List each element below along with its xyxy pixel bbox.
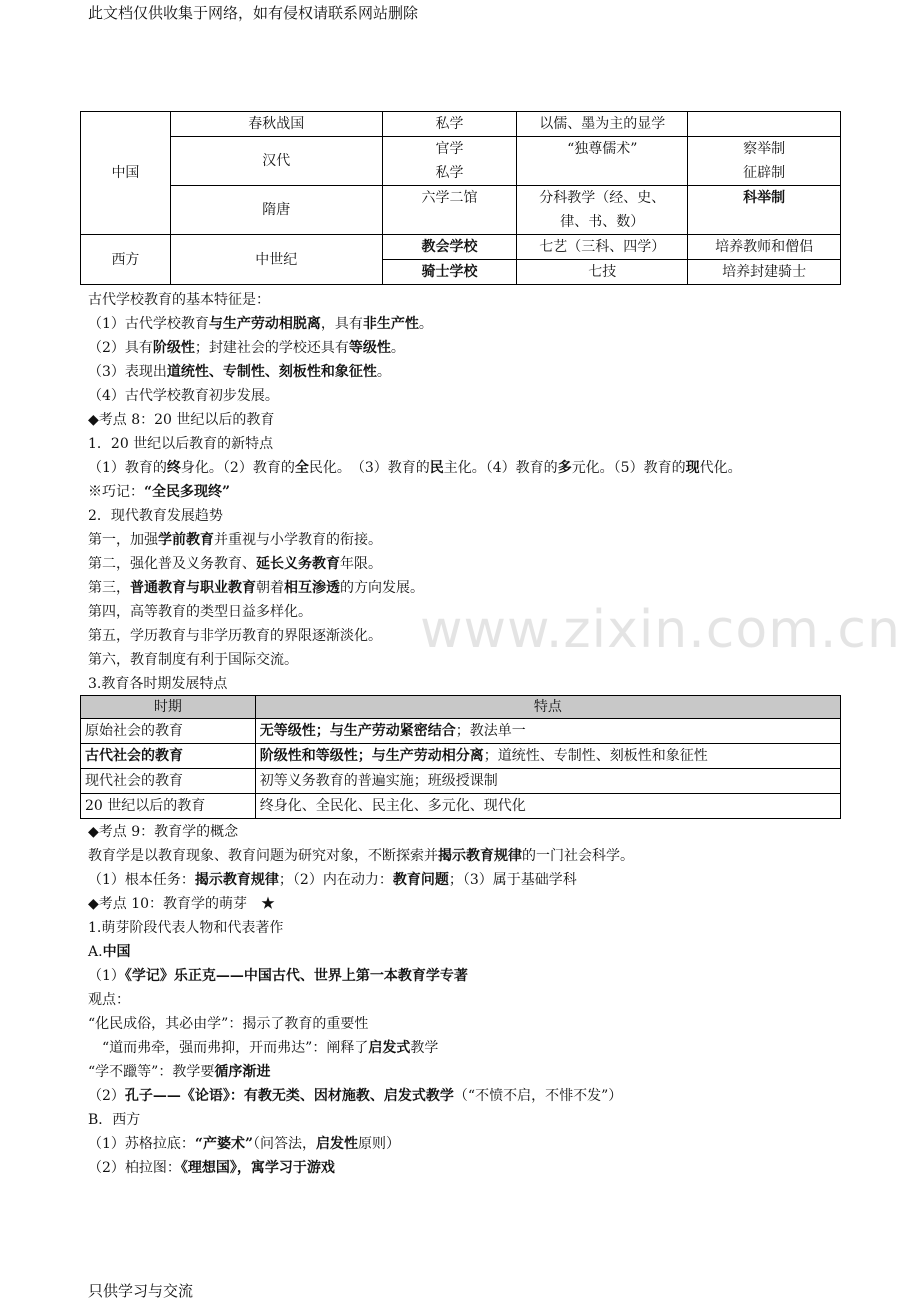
education-history-table: [80, 111, 841, 285]
emphasis: 延长义务教育: [256, 556, 340, 572]
text: 第二，强化普及义务教育、: [88, 556, 256, 572]
text-line: [88, 868, 888, 892]
text: “学不躐等”：教学要: [88, 1064, 215, 1080]
text-line: [88, 552, 888, 576]
cell-feature: “独尊儒术”: [517, 137, 688, 186]
text-line: 1．20 世纪以后教育的新特点: [88, 436, 274, 452]
text-line: [88, 1084, 888, 1108]
text-line: [88, 1132, 888, 1156]
text-line: “化民成俗，其必由学”：揭示了教育的重要性: [88, 1016, 369, 1032]
section-pedagogy: [88, 820, 888, 1180]
text: （1）苏格拉底：: [88, 1136, 195, 1152]
cell-school: 骑士学校: [382, 260, 517, 285]
text: （问答法，: [253, 1136, 317, 1152]
emphasis: 启发式: [368, 1040, 411, 1056]
text: A.: [88, 944, 103, 960]
cell-features: [255, 744, 840, 769]
text: （2）: [88, 1088, 125, 1104]
header-period: 时期: [81, 696, 256, 719]
cell-school: 教会学校: [382, 235, 517, 260]
text: 第一，加强: [88, 532, 158, 548]
text: （1）: [88, 968, 125, 984]
cell-features: 终身化、全民化、民主化、多元化、现代化: [255, 794, 840, 819]
cell-line: 察举制: [743, 141, 786, 157]
cell-feature: 七技: [517, 260, 688, 285]
cell-system: 培养封建骑士: [688, 260, 841, 285]
header-features: 特点: [255, 696, 840, 719]
emphasis: 中国: [102, 944, 131, 960]
text-line: 第五，学历教育与非学历教育的界限逐渐淡化。: [88, 628, 382, 644]
cell-system: 科举制: [688, 186, 841, 235]
text-line: 古代学校教育的基本特征是：: [88, 292, 270, 308]
text-line: 第六，教育制度有利于国际交流。: [88, 652, 298, 668]
emphasis: “全民多现终”: [144, 484, 231, 500]
cell-system: [688, 112, 841, 137]
emphasis: 启发性: [316, 1136, 359, 1152]
text: 代化。: [699, 460, 742, 476]
text: （3）表现出: [88, 364, 167, 380]
text: 第三，: [88, 580, 130, 596]
text: 的一门社会科学。: [522, 848, 634, 864]
emphasis: 无等级性；与生产劳动紧密结合: [259, 723, 456, 739]
text: 元化。（5）教育的: [571, 460, 686, 476]
text: 原则）: [358, 1136, 401, 1152]
text: 的方向发展。: [340, 580, 424, 596]
emphasis: 现: [685, 460, 700, 476]
text-line: [88, 940, 888, 964]
cell-line: 征辟制: [743, 165, 786, 181]
emphasis: 循序渐进: [214, 1064, 271, 1080]
cell-period: 古代社会的教育: [81, 744, 256, 769]
page-footer: 只供学习与交流: [88, 1282, 194, 1300]
text: 。: [390, 340, 405, 356]
cell-system: [688, 137, 841, 186]
text: （1）古代学校教育: [88, 316, 209, 332]
text: ※巧记：: [88, 484, 144, 500]
cell-line: 分科教学（经、史、: [539, 190, 666, 206]
text: （1）根本任务：: [88, 872, 195, 888]
emphasis: 阶级性和等级性；与生产劳动相分离: [259, 748, 484, 764]
page-header: 此文档仅供收集于网络，如有侵权请联系网站删除: [88, 4, 419, 22]
text-line: [88, 844, 888, 868]
text: 教学: [410, 1040, 439, 1056]
text-line: [88, 1036, 888, 1060]
text-line: 3.教育各时期发展特点: [88, 676, 228, 692]
text-line: [88, 964, 888, 988]
cell-features: 初等义务教育的普遍实施；班级授课制: [255, 769, 840, 794]
emphasis: 普通教育与职业教育: [130, 580, 256, 596]
emphasis: 非生产性: [362, 316, 419, 332]
section-heading: ◆考点 10：教育学的萌芽 ★: [88, 896, 276, 912]
text: 朝着: [256, 580, 284, 596]
emphasis: 揭示教育规律: [194, 872, 279, 888]
text-line: B．西方: [88, 1112, 141, 1128]
section-heading: ◆考点 8：20 世纪以后的教育: [88, 412, 275, 428]
text: ；封建社会的学校还具有: [194, 340, 349, 356]
watermark: www.zixin.com.cn: [420, 600, 901, 660]
emphasis: 《学记》乐正克——中国古代、世界上第一本教育学专著: [124, 968, 468, 984]
text-line: [88, 1156, 888, 1180]
text: “道而弗牵，强而弗抑，开而弗达”：阐释了: [88, 1040, 369, 1056]
text-line: 1.萌芽阶段代表人物和代表著作: [88, 920, 284, 936]
text-line: [88, 576, 888, 600]
cell-school: 私学: [382, 112, 517, 137]
text: （2）具有: [88, 340, 153, 356]
text: ；（2）内在动力：: [278, 872, 393, 888]
section-heading: ◆考点 9：教育学的概念: [88, 824, 239, 840]
emphasis: 揭示教育规律: [438, 848, 522, 864]
text-line: （4）古代学校教育初步发展。: [88, 388, 279, 404]
text-line: [88, 480, 888, 504]
text: 身化。（2）教育的: [180, 460, 295, 476]
text-line: 第四，高等教育的类型日益多样化。: [88, 604, 312, 620]
cell-period: 20 世纪以后的教育: [81, 794, 256, 819]
cell-feature: [517, 186, 688, 235]
text-line: 2．现代教育发展趋势: [88, 508, 223, 524]
cell-system: 培养教师和僧侣: [688, 235, 841, 260]
cell-school: 六学二馆: [382, 186, 517, 235]
cell-school: [382, 137, 517, 186]
cell-period: 春秋战国: [170, 112, 382, 137]
emphasis: 孔子——《论语》：有教无类、因材施教、启发式教学: [124, 1088, 454, 1104]
text: ；教法单一: [455, 723, 526, 739]
period-features-table: [80, 695, 841, 819]
emphasis: 全: [294, 460, 309, 476]
text: ；（3）属于基础学科: [448, 872, 577, 888]
text-line: [88, 1060, 888, 1084]
text: 教育学是以教育现象、教育问题为研究对象，不断探索并: [88, 848, 438, 864]
text-line: [88, 360, 888, 384]
text-line: [88, 336, 888, 360]
text-line: [88, 312, 888, 336]
cell-feature: 七艺（三科、四学）: [517, 235, 688, 260]
cell-line: 律、书、数）: [560, 214, 645, 230]
emphasis: 等级性: [348, 340, 391, 356]
cell-features: [255, 719, 840, 744]
cell-line: 私学: [435, 165, 464, 181]
cell-feature: 以儒、墨为主的显学: [517, 112, 688, 137]
text: （“不愤不启，不悱不发”）: [453, 1088, 623, 1104]
cell-period: 隋唐: [170, 186, 382, 235]
emphasis: 《理想国》，寓学习于游戏: [180, 1160, 335, 1176]
emphasis: 相互渗透: [284, 580, 340, 596]
section-ancient-features: [88, 288, 888, 696]
text: 主化。（4）教育的: [443, 460, 558, 476]
text-line: [88, 528, 888, 552]
text: 并重视与小学教育的衔接。: [214, 532, 382, 548]
cell-line: 官学: [435, 141, 464, 157]
cell-west: 西方: [81, 235, 171, 285]
emphasis: 道统性、专制性、刻板性和象征性: [166, 364, 377, 380]
text: ；道统性、专制性、刻板性和象征性: [483, 748, 708, 764]
emphasis: 学前教育: [158, 532, 214, 548]
cell-period: 原始社会的教育: [81, 719, 256, 744]
emphasis: 教育问题: [392, 872, 449, 888]
emphasis: 与生产劳动相脱离: [208, 316, 321, 332]
emphasis: 阶级性: [152, 340, 195, 356]
text: 。: [376, 364, 391, 380]
cell-period: 汉代: [170, 137, 382, 186]
text: （1）教育的: [88, 460, 167, 476]
cell-period: 中世纪: [170, 235, 382, 285]
cell-period: 现代社会的教育: [81, 769, 256, 794]
text-line: 观点：: [88, 992, 130, 1008]
cell-china: 中国: [81, 112, 171, 235]
text: （2）柏拉图：: [88, 1160, 181, 1176]
emphasis: 终: [166, 460, 181, 476]
text: 年限。: [340, 556, 382, 572]
text: 民化。 （3）教育的: [308, 460, 430, 476]
emphasis: 多: [557, 460, 572, 476]
text: ，具有: [320, 316, 363, 332]
text-line: [88, 456, 888, 480]
emphasis: “产婆术”: [194, 1136, 254, 1152]
text: 。: [418, 316, 433, 332]
emphasis: 民: [429, 460, 444, 476]
